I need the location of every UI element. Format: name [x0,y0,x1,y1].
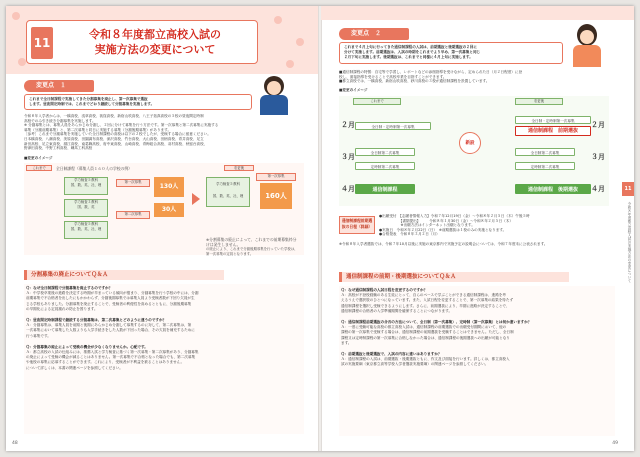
change1-lead-box [24,94,252,110]
title-box [26,20,258,64]
chapter-tab: 11 [622,182,634,196]
change2-lead-box [339,42,563,64]
month-label: ４月 [341,185,355,193]
qa-heading: 分割募集の廃止についてＱ＆Ａ [24,270,224,280]
exam-pill: 通信制課程 後期選抜 [515,184,591,194]
change2-lead-line: これまで４月上旬に行ってきた通信制課程の入試は、前期選抜と後期選抜の２回に [344,45,477,49]
before-label: これまで [26,165,52,171]
exam-pill: 定時制第二次募集 [355,162,415,170]
schedule-diagram [339,96,609,206]
subject-group: 学力検査３教科 国、数、英 [64,199,108,217]
exam-first-label: 第一次募集 [116,179,150,187]
qa-item: Ｑ：なぜ全日制課程で分割募集を廃止するのですか？ Ａ：中学校卒業後の進路を決定する時期が早まっている傾向が強まり、分割募集を行う学校の中には、分割 前期募集で不合格者を出したにもかかわらず、分割後期募集では募集人員より受検者数が下回り欠員が生 じる学校もありました。分割募集を廃止することで、受検者の利便性を高めるとともに、分割後期募集 の早期化による定員割れの防止を図ります。 [26,286,199,311]
month-label: ２月 [341,121,355,129]
student-illustration [567,24,607,68]
image1-note: の廃止により、これまで分割後期募集を行っていた学校は、第一次募集の定員となります。 [206,247,298,256]
new-badge: 新設 [459,132,481,154]
month-label: ２月 [591,121,605,129]
section-number: 11 [31,27,53,59]
exam-pill: 通信制課程 前期選抜 [515,126,591,136]
exam-pill: 全日制・定時制第一次募集 [515,116,591,124]
month-label: ３月 [341,153,355,161]
qa-item: Ｑ：分割募集の廃止によって受検の機会が少なくなりませんか。心配です。 Ａ：都立高校の入試の仕組みには、推薦入試と学力検査に基づく第一次募集・第二次募集があり、分割募集 の廃止によって受検の機会が減ることはありません。第一次募集で不合格となった場合でも、第二次募集 や他校の募集に応募することができます。これにより、受検者が不利益を被ることはありません。 について詳しくは、本書の関連ページを参照してください。 [26,344,199,370]
schedule-note: ※令和８年入学者選抜では、令和７年10月以後に実施の東京都内で実施予定の説明会については、令和７年度末に公表されます。 [339,242,548,246]
change1-heading: 変更点 １ [24,80,94,92]
header-band [6,6,319,74]
sakura-decoration [286,60,294,68]
exam-first-label-after: 第一次募集 [256,173,296,181]
exam-pill: 定時制第二次募集 [515,162,575,170]
qa-item: Ｑ：昼夜間定時制課程で継続する分割募集は、第二次募集とどのように違うのですか？ Ａ：分割募集は、募集人員を前期と後期にあらかじめ分割して募集するのに対して、第二次募集は、第 一次募集において募集した人数よりも入学手続きをした人数が下回った場合、その欠員を補充するために 行う募集です。 [26,318,195,338]
qa-list [24,284,304,434]
subject-group: 学力検査５教科 国、数、英、社、理 [64,177,108,195]
qa-list [339,286,615,436]
change2-lead-line: 分けて実施します。前期選抜は、入試の時期をこれまでより早め、第一次募集と同じ [344,50,481,55]
page-title: 令和８年度都立高校入試の 実施方法の変更について [89,28,221,56]
sakura-decoration [296,38,304,46]
sakura-decoration [18,58,26,66]
count-second: 30人 [154,203,184,217]
exam-pill: 全日制・定時制第一次募集 [355,122,431,130]
image1-diagram [24,163,304,255]
change2-heading: 変更点 ２ [339,28,409,40]
student-illustration [254,76,294,116]
month-label: ３月 [591,153,605,161]
change2-lead-line: ２月下旬に実施します。後期選抜は、これまでと同様に４月上旬に実施します。 [344,55,473,60]
subject-group-after: 学力検査５教科 国、数、英、社、理 [206,177,250,207]
image1-title: ■変更のイメージ [24,156,53,160]
qa-item: Ｑ：前期選抜と後期選抜で、入試の内容に違いはありますか？ Ａ：通信制課程の入試は、前期選抜・後期選抜ともに、作文及び面接を行います。詳しくは、都立高校入 試の実施要綱（東京都立高等学校入学者選抜実施要綱）の関連ページを参照してください。 [341,352,510,367]
image1-note: ※分割募集の廃止によって、これまでの前期募集枠分けは発生しません。 [206,237,297,247]
qa-item: Ｑ：なぜ通信制課程の入試日程を変更するのですか？ Ａ：高校が不登校経験のある生徒にとって、自らのペースで学ぶことができる通信制課程は、進路を考 えるうえで選択肢のひとつになっています。また、入試日程を変更することで、第一次募集の結果を待たず 通信制課程を選択し受検できるようにします。さらに、前期選抜により、早期に進路が決定することで、 通信制課程の合格者の入学準備期間を確保することにつながります。 [341,288,514,313]
qa-heading: 通信制課程の前期・後期選抜についてＱ＆Ａ [339,272,569,282]
count-first: 130人 [154,177,184,197]
page-number: 49 [612,441,618,446]
count-total: 160人 [260,183,292,209]
top-band [321,6,634,20]
document-spread [6,6,634,451]
subject-group: 学力検査５教科 国、数、英、社、理 [64,221,108,239]
exam-second-label: 第二次募集 [116,211,150,219]
schedule-badge: 通信制課程前期選抜の日程（詳細） [339,216,375,234]
sakura-decoration [274,16,282,24]
after-label: 変更後 [515,98,563,105]
exam-pill: 通信制課程 [355,184,415,194]
image2-title: ■変更のイメージ [339,88,368,92]
exam-pill: 全日制第二次募集 [355,148,415,156]
exam-pill: 全日制第二次募集 [515,148,575,156]
before-caption: 全日制課程（募集人員１６０人の学校の例） [56,166,132,171]
right-body: ■通信制課程の特徴：自宅等で学習し、レポートなどの添削指導を受けながら、定められた日（月２日程度）に登 校し、面接指導を受けることで高校卒業を目指すことができます。 ■都立高校では、一橋高校、新宿山吹高校、砂川高校の３校が通信制課程を設置しています。 [339,70,523,84]
schedule-details: 通信制課程前期選抜の日程（詳細） ●出願受付 【志願者情報入力】令和７年12月19日（金）～令和８年２月５日（木）午後５時 【書類提出】 令和８年１月30日（金）～令和８年２月５日（木） ※出願方法はインターネット出願となります。 ●実施日 令和８年２月22日（日） ※前期選抜は１校のみの実施となります。 ●合格発表 令和８年３月２日（月） ※令和８年入学者選抜では、令和７年10月以後に実施の東京都内で実施予定の説明会については、令和７年度末に公表されます。 [339,212,615,268]
change1-lead-line: これまで全日制課程で実施してきた分割募集を廃止し、第一次募集で選抜 [29,97,148,101]
right-page [321,6,634,451]
change1-lead-line: します。昼夜間定時制では、これまでどおり継続して分割募集を実施します。 [29,102,155,107]
page-number: 48 [12,441,18,446]
left-page [6,6,319,451]
month-label: ４月 [591,185,605,193]
before-label: これまで [353,98,401,105]
arrow-right-icon [192,193,200,205]
chapter-side-text: 令和８年度都立高校入試の実施方法の変更について [628,202,632,283]
sakura-decoration [12,12,20,20]
change1-body: 令和８年入学者からは、一橋高校、浅草高校、荻窪高校、新宿山吹高校、八王子拓真高校の５校の昼夜間定時制 高校でのみ引き続き分割募集を実施します。 ※ 分割募集とは、募集人員をあらかじめ分割し、２回に分けて募集を行う方法です。第一次募集と第二次募集に実施する 募集（分割前期募集）と、第二次募集と同日に実施する募集（分割後期募集）があります。 ［参考］これまで分割募集を実施していた全日制課程の高校は以下の２校でしたが、受検する場合に留意ください。 日本橋高校、八潮高校、美原高校、田園調布高校、深沢高校、竹台高校、大山高校、田柄高校、青井高校、足立 新田高校、足立東高校、淵江高校、南葛飾高校、府中東高校、山崎高校、青梅総合高校、羽村高校、秋留台高校、 野津田高校、中野工科高校、練馬工科高校 [24,114,219,151]
after-label: 変更後 [224,165,254,171]
qa-item: Ｑ：通信制課程前期選抜の合否の方法について、全日制（第一次募集）、定時制（第一次募集）とは何か違いますか？ Ａ：一度に受験可能な高校の都立高校入試は、通信制課程の前期選抜での出願受付期間において、他の 課程の第一次募集で受検する場合は、通信制課程の前期選抜を受験することはできません。ただし、全日制 課程又は定時制課程の第一次募集に合格しなかった場合は、通信制課程の後期選抜への出願が可能となり ます。 [341,320,532,345]
